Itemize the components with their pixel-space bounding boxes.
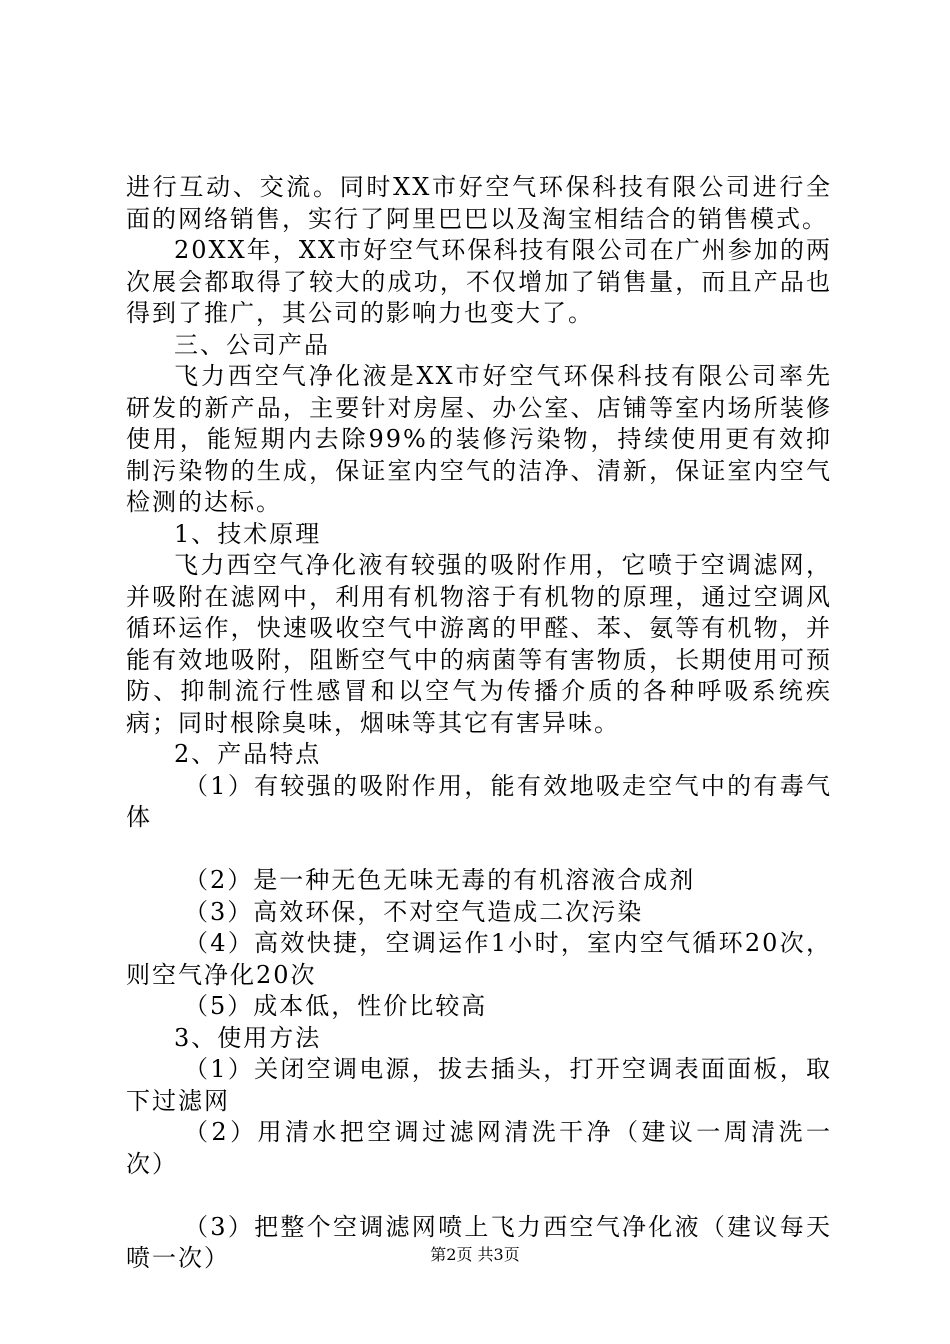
spacer <box>126 1180 832 1212</box>
usage-step-3: （3）把整个空调滤网喷上飞力西空气净化液（建议每天喷一次） <box>126 1212 832 1272</box>
paragraph-exhibition: 20XX年，XX市好空气环保科技有限公司在广州参加的两次展会都取得了较大的成功，不仅增加了销售量，而且产品也得到了推广，其公司的影响力也变大了。 <box>126 236 832 327</box>
feature-item-2: （2）是一种无色无味无毒的有机溶液合成剂 <box>184 866 696 894</box>
feature-item-4: （4）高效快捷，空调运作1小时，室内空气循环20次，则空气净化20次 <box>126 929 832 989</box>
page-footer: 第2页 共3页 <box>430 1245 520 1264</box>
subheading-features: 2、产品特点 <box>174 740 322 768</box>
usage-step-2: （2）用清水把空调过滤网清洗干净（建议一周清洗一次） <box>126 1118 832 1178</box>
feature-item-3: （3）高效环保，不对空气造成二次污染 <box>184 897 644 926</box>
feature-item-5: （5）成本低，性价比较高 <box>184 992 488 1020</box>
paragraph-technology: 飞力西空气净化液有较强的吸附作用，它喷于空调滤网，并吸附在滤网中，利用有机物溶于有机物的原理，通过空调风循环运作，快速吸收空气中游离的甲醛、苯、氨等有机物，并能有效地吸附，阻断空气中的病菌等有害物质，长期使用可预防、抑制流行性感冒和以空气为传播介质的各种呼吸系统疾病；同时根除臭味，烟味等其它有害异味。 <box>126 551 832 737</box>
paragraph-product-intro: 飞力西空气净化液是XX市好空气环保科技有限公司率先研发的新产品，主要针对房屋、办公室、店铺等室内场所装修使用，能短期内去除99%的装修污染物，持续使用更有效抑制污染物的生成，保证室内空气的洁净、清新，保证室内空气检测的达标。 <box>126 362 832 516</box>
section-heading-products: 三、公司产品 <box>174 330 330 359</box>
subheading-technology: 1、技术原理 <box>174 519 322 548</box>
subheading-usage: 3、使用方法 <box>174 1023 322 1052</box>
feature-item-1: （1）有较强的吸附作用，能有效地吸走空气中的有毒气体 <box>126 771 832 831</box>
document-body <box>126 172 832 1275</box>
paragraph-intro-continued: 进行互动、交流。同时XX市好空气环保科技有限公司进行全面的网络销售，实行了阿里巴巴以及淘宝相结合的销售模式。 <box>126 173 832 233</box>
spacer <box>126 834 832 866</box>
usage-step-1: （1）关闭空调电源，拔去插头，打开空调表面面板，取下过滤网 <box>126 1055 832 1115</box>
